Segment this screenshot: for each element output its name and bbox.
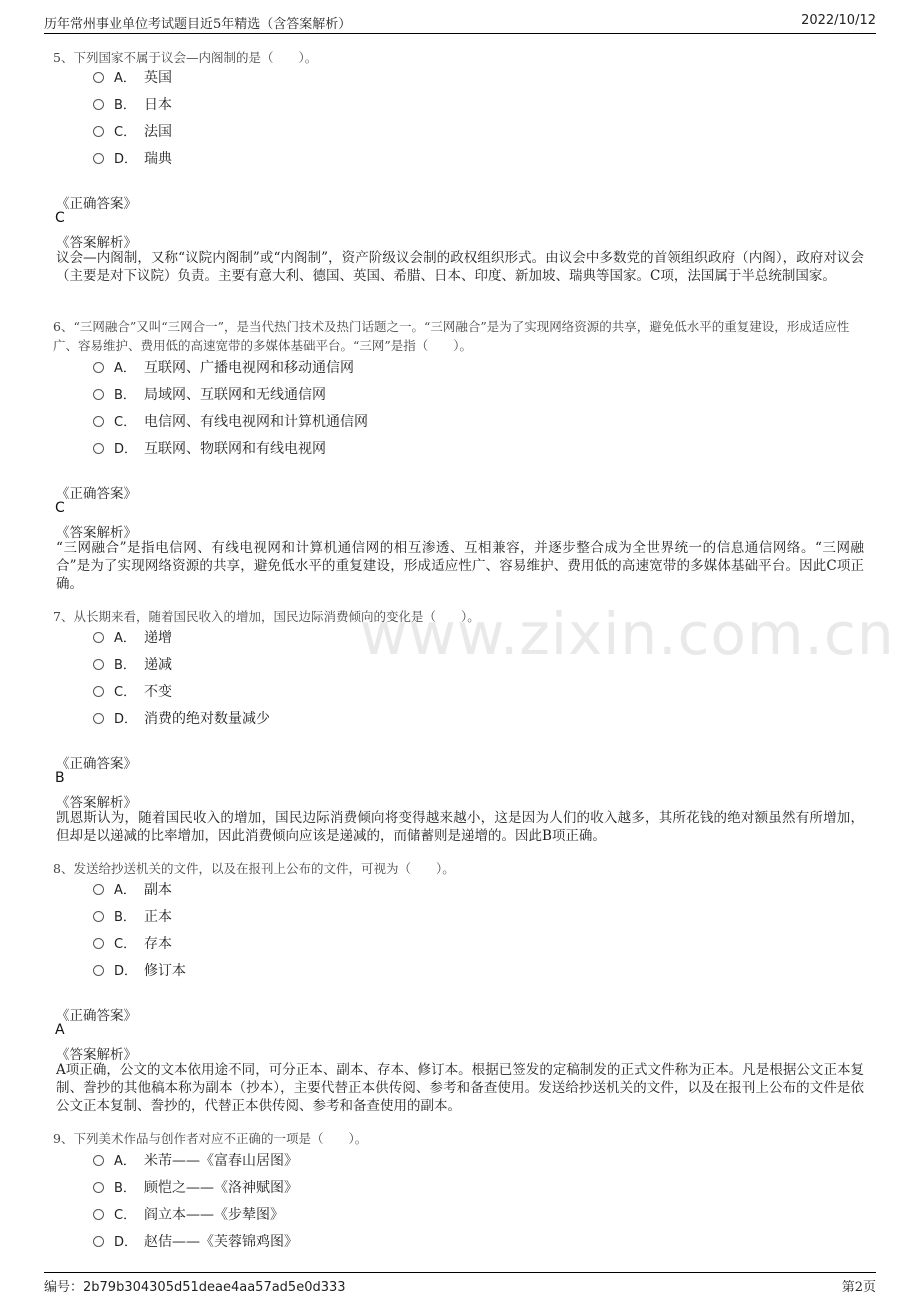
question-7-option-c[interactable]: C． 不变: [93, 682, 172, 702]
question-6-option-a[interactable]: A． 互联网、广播电视网和移动通信网: [93, 358, 354, 378]
question-7-option-b[interactable]: B． 递减: [93, 655, 172, 675]
question-6-option-b[interactable]: B． 局域网、互联网和无线通信网: [93, 385, 326, 405]
analysis-label: 《答案解析》: [56, 1047, 137, 1063]
question-5-option-b[interactable]: B． 日本: [93, 95, 172, 115]
analysis-label: 《答案解析》: [56, 795, 137, 811]
analysis-label: 《答案解析》: [56, 525, 137, 541]
radio-icon[interactable]: [93, 153, 104, 164]
question-5-option-d[interactable]: D． 瑞典: [93, 149, 172, 169]
question-8-option-c[interactable]: C． 存本: [93, 934, 172, 954]
page-number: 第2页: [841, 1280, 876, 1295]
radio-icon[interactable]: [93, 938, 104, 949]
correct-answer-label: 《正确答案》: [56, 486, 137, 502]
radio-icon[interactable]: [93, 965, 104, 976]
question-9-option-b[interactable]: B． 顾恺之——《洛神赋图》: [93, 1178, 298, 1198]
question-7-explanation: 凯恩斯认为，随着国民收入的增加，国民边际消费倾向将变得越来越小，这是因为人们的收入越多，其所花钱的绝对额虽然有所增加，但却是以递减的比率增加，因此消费倾向应该是递减的，而储蓄则是递增的。因此B项正确。: [56, 810, 864, 844]
question-7-option-d[interactable]: D． 消费的绝对数量减少: [93, 709, 270, 729]
radio-icon[interactable]: [93, 443, 104, 454]
document-title: 历年常州事业单位考试题目近5年精选（含答案解析）: [44, 17, 352, 32]
question-6-explanation: “三网融合”是指电信网、有线电视网和计算机通信网的相互渗透、互相兼容，并逐步整合成为全世界统一的信息通信网络。“三网融合”是为了实现网络资源的共享，避免低水平的重复建设，形成适应性广、容易维护、费用低的高速宽带的多媒体基础平台。因此C项正确。: [56, 540, 864, 592]
correct-answer-label: 《正确答案》: [56, 196, 137, 212]
question-8-answer: A: [55, 1022, 65, 1038]
question-8-option-b[interactable]: B． 正本: [93, 907, 172, 927]
page-header: [44, 11, 876, 34]
question-5-answer: C: [55, 210, 65, 226]
question-5-option-a[interactable]: A． 英国: [93, 68, 172, 88]
page-footer: [44, 1272, 876, 1295]
question-6-answer: C: [55, 500, 65, 516]
question-6-stem: 6、“三网融合”又叫“三网合一”，是当代热门技术及热门话题之一。“三网融合”是为了实现网络资源的共享，避免低水平的重复建设，形成适应性广、容易维护、费用低的高速宽带的多媒体基础平台。“三网”是指（ ）。: [53, 319, 850, 353]
radio-icon[interactable]: [93, 1209, 104, 1220]
question-8-stem: 8、发送给抄送机关的文件，以及在报刊上公布的文件，可视为（ ）。: [53, 861, 455, 876]
question-9-option-a[interactable]: A． 米芾——《富春山居图》: [93, 1151, 298, 1171]
document-code: 编号：2b79b304305d51deae4aa57ad5e0d333: [44, 1280, 346, 1295]
question-7-stem: 7、从长期来看，随着国民收入的增加，国民边际消费倾向的变化是（ ）。: [53, 609, 480, 624]
question-7-option-a[interactable]: A． 递增: [93, 628, 172, 648]
document-date: 2022/10/12: [801, 13, 876, 28]
radio-icon[interactable]: [93, 99, 104, 110]
question-6-option-c[interactable]: C． 电信网、有线电视网和计算机通信网: [93, 412, 368, 432]
question-5-stem: 5、下列国家不属于议会—内阁制的是（ ）。: [53, 50, 318, 65]
correct-answer-label: 《正确答案》: [56, 756, 137, 772]
radio-icon[interactable]: [93, 1236, 104, 1247]
radio-icon[interactable]: [93, 686, 104, 697]
radio-icon[interactable]: [93, 1182, 104, 1193]
analysis-label: 《答案解析》: [56, 235, 137, 251]
radio-icon[interactable]: [93, 632, 104, 643]
question-7-answer: B: [55, 770, 65, 786]
question-8-explanation: A项正确，公文的文本依用途不同，可分正本、副本、存本、修订本。根据已签发的定稿制发的正式文件称为正本。凡是根据公文正本复制、誊抄的其他稿本称为副本（抄本），主要代替正本供传阅、参考和备查使用。发送给抄送机关的文件，以及在报刊上公布的文件是依公文正本复制、誊抄的，代替正本供传阅、参考和备查使用的副本。: [56, 1062, 864, 1114]
question-6-option-d[interactable]: D． 互联网、物联网和有线电视网: [93, 439, 326, 459]
radio-icon[interactable]: [93, 884, 104, 895]
question-9-option-d[interactable]: D． 赵佶——《芙蓉锦鸡图》: [93, 1232, 298, 1252]
question-5-option-c[interactable]: C． 法国: [93, 122, 172, 142]
question-5-explanation: 议会—内阁制，又称“议院内阁制”或“内阁制”，资产阶级议会制的政权组织形式。由议会中多数党的首领组织政府（内阁），政府对议会（主要是对下议院）负责。主要有意大利、德国、英国、希腊、日本、印度、新加坡、瑞典等国家。C项，法国属于半总统制国家。: [56, 250, 864, 284]
radio-icon[interactable]: [93, 659, 104, 670]
radio-icon[interactable]: [93, 389, 104, 400]
correct-answer-label: 《正确答案》: [56, 1008, 137, 1024]
question-8-option-d[interactable]: D． 修订本: [93, 961, 186, 981]
watermark: www.zixin.com.cn: [360, 600, 895, 668]
radio-icon[interactable]: [93, 911, 104, 922]
question-8-option-a[interactable]: A． 副本: [93, 880, 172, 900]
question-9-option-c[interactable]: C． 阎立本——《步辇图》: [93, 1205, 284, 1225]
radio-icon[interactable]: [93, 1155, 104, 1166]
radio-icon[interactable]: [93, 713, 104, 724]
radio-icon[interactable]: [93, 362, 104, 373]
question-9-stem: 9、下列美术作品与创作者对应不正确的一项是（ ）。: [53, 1131, 368, 1146]
radio-icon[interactable]: [93, 72, 104, 83]
radio-icon[interactable]: [93, 126, 104, 137]
radio-icon[interactable]: [93, 416, 104, 427]
